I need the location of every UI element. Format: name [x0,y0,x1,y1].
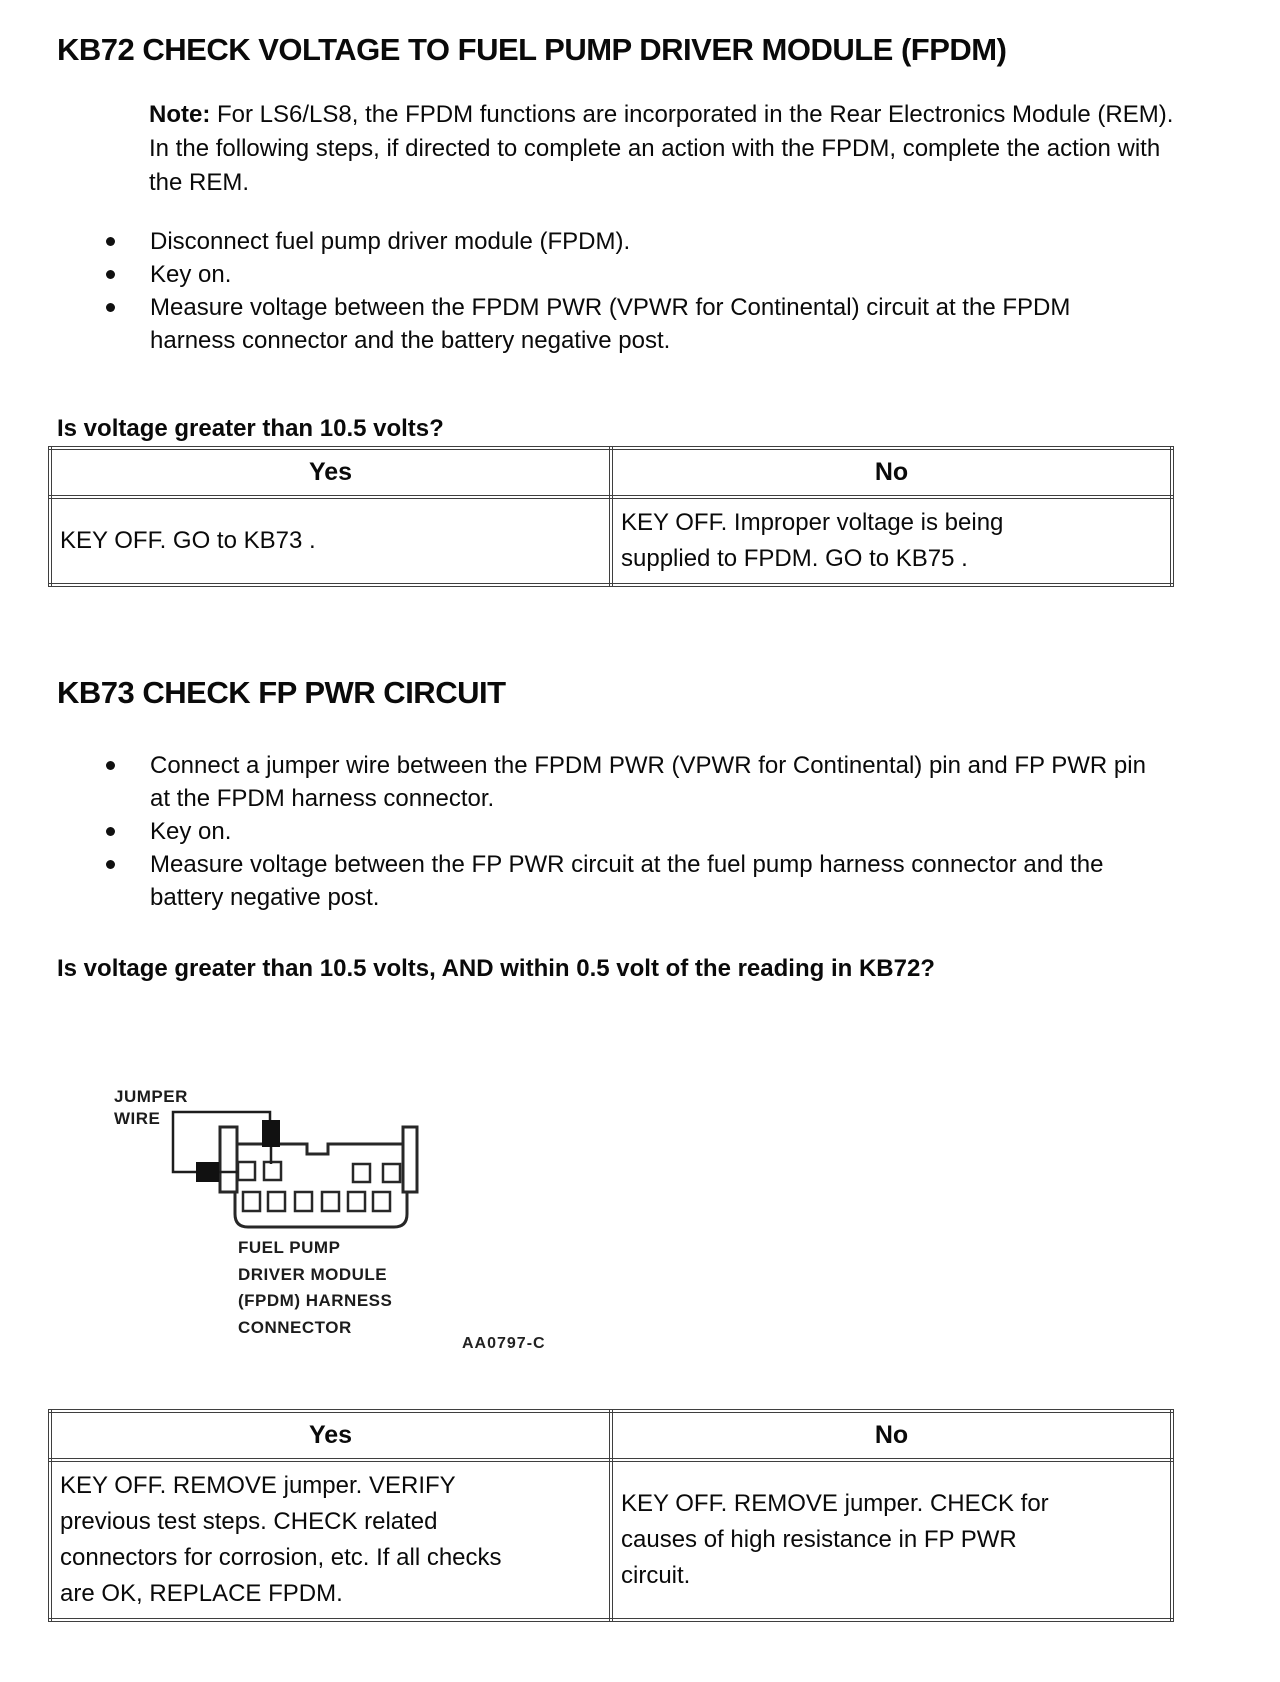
bullet-icon [106,270,115,279]
step-text: Connect a jumper wire between the FPDM PWR (VPWR for Continental) pin and FP PWR pin at the FPDM harness connector. [150,752,1146,812]
kb72-note [149,98,1184,200]
list-item [48,848,1160,914]
connector-label-line3: (FPDM) HARNESS [238,1291,393,1310]
yes-column-header: Yes [50,448,611,497]
note-text: For LS6/LS8, the FPDM functions are incorporated in the Rear Electronics Module (REM). In the following steps, if directed to complete an action with the FPDM, complete the action with the REM. [149,101,1174,196]
step-text: Measure voltage between the FP PWR circuit at the fuel pump harness connector and the battery negative post. [150,851,1104,911]
table-row [50,1460,1172,1620]
no-action-cell: KEY OFF. Improper voltage is being supplied to FPDM. GO to KB75 . [611,497,1172,585]
kb73-decision-table [48,1409,1174,1622]
yes-column-header: Yes [50,1411,611,1460]
jumper-wire-label-line1: JUMPER [114,1087,188,1106]
table-header-row [50,448,1172,497]
no-column-header: No [611,1411,1172,1460]
fpdm-connector-figure [100,1072,580,1362]
list-item [48,225,1160,258]
yes-action-cell: KEY OFF. REMOVE jumper. VERIFY previous test steps. CHECK related connectors for corrosion, etc. If all checks are OK, REPLACE FPDM. [50,1460,611,1620]
jumper-pin [262,1120,280,1147]
jumper-wire-label-line2: WIRE [114,1109,161,1128]
connector-label-line2: DRIVER MODULE [238,1265,388,1284]
latch-tab-right [403,1127,417,1192]
table-header-row [50,1411,1172,1460]
no-action-cell: KEY OFF. REMOVE jumper. CHECK for causes of high resistance in FP PWR circuit. [611,1460,1172,1620]
list-item [48,291,1160,357]
step-text: Measure voltage between the FPDM PWR (VPWR for Continental) circuit at the FPDM harness connector and the battery negative post. [150,294,1071,354]
step-text: Key on. [150,261,232,288]
yes-action-cell: KEY OFF. GO to KB73 . [50,497,611,585]
latch-tab-left [220,1127,237,1192]
kb72-decision-table [48,446,1174,587]
kb73-section-title: KB73 CHECK FP PWR CIRCUIT [57,675,506,710]
step-text: Key on. [150,818,232,845]
bullet-icon [106,237,115,246]
list-item [48,258,1160,291]
bullet-icon [106,303,115,312]
step-text: Disconnect fuel pump driver module (FPDM). [150,228,631,255]
kb72-step-list [48,225,1160,357]
no-column-header: No [611,448,1172,497]
connector-label-line4: CONNECTOR [238,1318,352,1337]
list-item [48,749,1160,815]
plug-terminal [196,1162,219,1182]
bullet-icon [106,761,115,770]
kb72-question: Is voltage greater than 10.5 volts? [57,415,444,442]
bullet-icon [106,827,115,836]
connector-label-line1: FUEL PUMP [238,1238,341,1257]
bullet-icon [106,860,115,869]
kb73-question: Is voltage greater than 10.5 volts, AND within 0.5 volt of the reading in KB72? [57,955,935,982]
figure-code: AA0797-C [462,1335,546,1352]
connector-body [235,1144,407,1227]
table-row [50,497,1172,585]
kb72-section-title: KB72 CHECK VOLTAGE TO FUEL PUMP DRIVER MODULE (FPDM) [57,32,1007,67]
fpdm-connector-diagram [100,1072,580,1362]
note-label: Note: [149,101,211,128]
manual-page [0,32,1280,1682]
kb73-step-list [48,749,1160,914]
list-item [48,815,1160,848]
